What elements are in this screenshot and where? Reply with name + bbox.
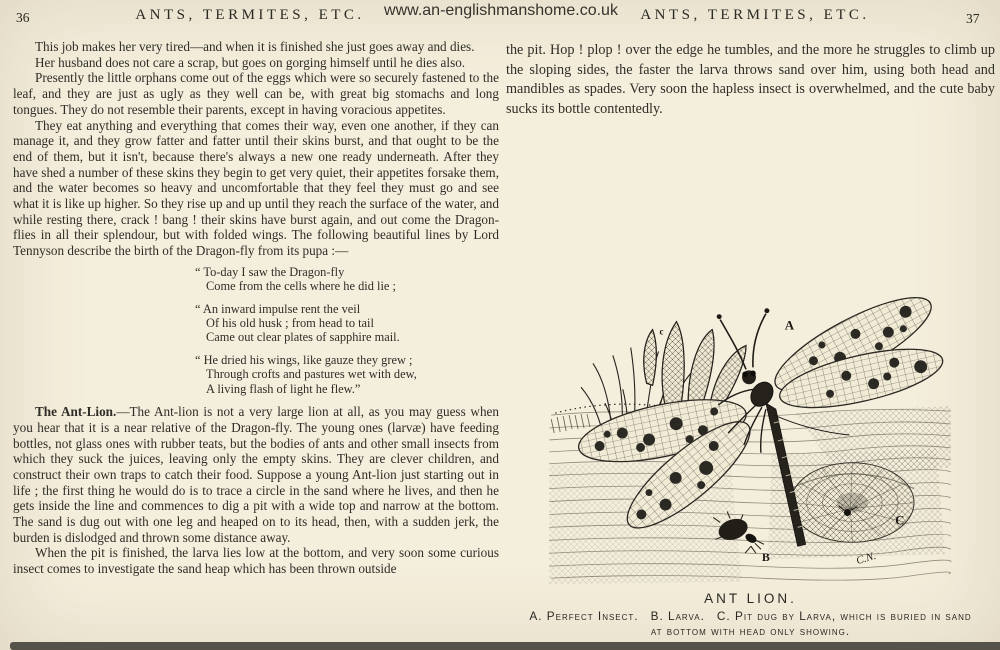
poem-line: “ An inward impulse rent the veil (195, 301, 361, 316)
paragraph: Her husband does not care a scrap, but goes on gorging himself until he dies also. (35, 54, 466, 70)
figure-caption (506, 591, 995, 639)
figure-label-b: B (761, 550, 770, 565)
scan-edge-bar (10, 642, 1000, 650)
antlion-heading: The Ant-Lion. (35, 404, 117, 420)
antlion-body: —The Ant-lion is not a very large lion at all, as you may guess when you hear that it is a near relative of the Dragon-fly. The young ones (larvæ) have feeding bottles, not glass ones with rubber teats, but the bodies of ants and other small insects from which they suck the juices, leaving only the empty skins. They are clever children, and construct their own traps to catch their food. Suppose a young Ant-lion just starting out in life ; the first thing he would do is to trace a circle in the sand where he lives, and then he gets inside the line and commences to dig a pit with a wide top and narrow at the bottom. The sand is dug out with one leg and heaped on to its head, then, with a sudden jerk, the burden is dislodged and thrown some distance away. (13, 404, 499, 545)
paragraph: They eat anything and everything that comes their way, even one another, if they can manage it, and they grow fatter and fatter until their skins burst, and that ought to be the end of them, but it isn't, because there's always a new one ready underneath. After they have shed a number of these skins they begin to get very quiet, their appetites forsake them, and the water becomes so heavy and uncomfortable that they feel they must go and see what it is like up higher. So they rise up and up until they reach the surface of the water, and while resting there, crack ! bang ! their skins have burst again, and out come the Dragon-flies in all their splendour, but with folded wings. The following beautiful lines by Lord Tennyson describe the birth of the Dragon-fly from its pupa :— (13, 117, 499, 259)
poem-line: A living flash of light he flew.” (206, 381, 361, 396)
buried-larva-head (844, 509, 851, 516)
caption-line-1 (506, 609, 995, 624)
antlion-engraving (540, 264, 960, 592)
figure-label-leaf-c: c (659, 326, 664, 337)
engraver-signature: C.N. (854, 549, 878, 568)
caption-title: ANT LION. (704, 591, 797, 606)
continuation-paragraph: the pit. Hop ! plop ! over the edge he tumbles, and the more he struggles to climb up the sloping sides, the faster the larva throws sand over him, using both head and mandibles as spades. Very soon the hapless insect is overwhelmed, and the cute baby sucks its bottle contentedly. (506, 42, 995, 117)
poem-stanza (195, 353, 499, 396)
poem-line: Through crofts and pastures wet with dew, (206, 367, 417, 382)
poem-line: “ He dried his wings, like gauze they grew ; (195, 352, 413, 367)
poem-stanza (195, 302, 499, 345)
poem-line: Came out clear plates of sapphire mail. (206, 330, 400, 345)
right-page-number: 37 (966, 11, 980, 26)
paragraph: Presently the little orphans come out of the eggs which were so securely fastened to the leaf, and they are just as ugly as they well can be, with great big stomachs and long tongues. They do not resemble their parents, except in having voracious appetites. (13, 70, 499, 117)
paragraph: This job makes her very tired—and when it is finished she just goes away and dies. (35, 39, 475, 54)
watermark-url: www.an-englishmanshome.co.uk (384, 2, 618, 19)
poem-line: Come from the cells where he did lie ; (206, 279, 396, 294)
right-text-column (506, 41, 995, 119)
caption-part: C. Pit dug by Larva, which is buried in sand (716, 609, 972, 623)
left-text-column (13, 39, 499, 577)
figure-label-a: A (784, 317, 795, 333)
poem-line: Of his old husk ; from head to tail (206, 316, 374, 331)
caption-part: A. Perfect Insect. (529, 609, 639, 623)
tennyson-poem (195, 265, 499, 396)
left-running-head: ANTS, TERMITES, ETC. (135, 7, 365, 23)
left-page-number: 36 (16, 10, 30, 25)
caption-part: B. Larva. (650, 609, 705, 623)
sand-pit (791, 463, 914, 543)
poem-stanza (195, 265, 499, 294)
figure-label-c: C (895, 512, 905, 528)
caption-line-2: at bottom with head only showing. (650, 624, 851, 638)
antlion-paragraph (13, 404, 499, 545)
closing-paragraph: When the pit is finished, the larva lies low at the bottom, and very soon some curious insect comes to investigate the sand heap which has been thrown outside (13, 545, 499, 577)
poem-line: “ To-day I saw the Dragon-fly (195, 264, 345, 279)
right-running-head: ANTS, TERMITES, ETC. (640, 7, 870, 23)
